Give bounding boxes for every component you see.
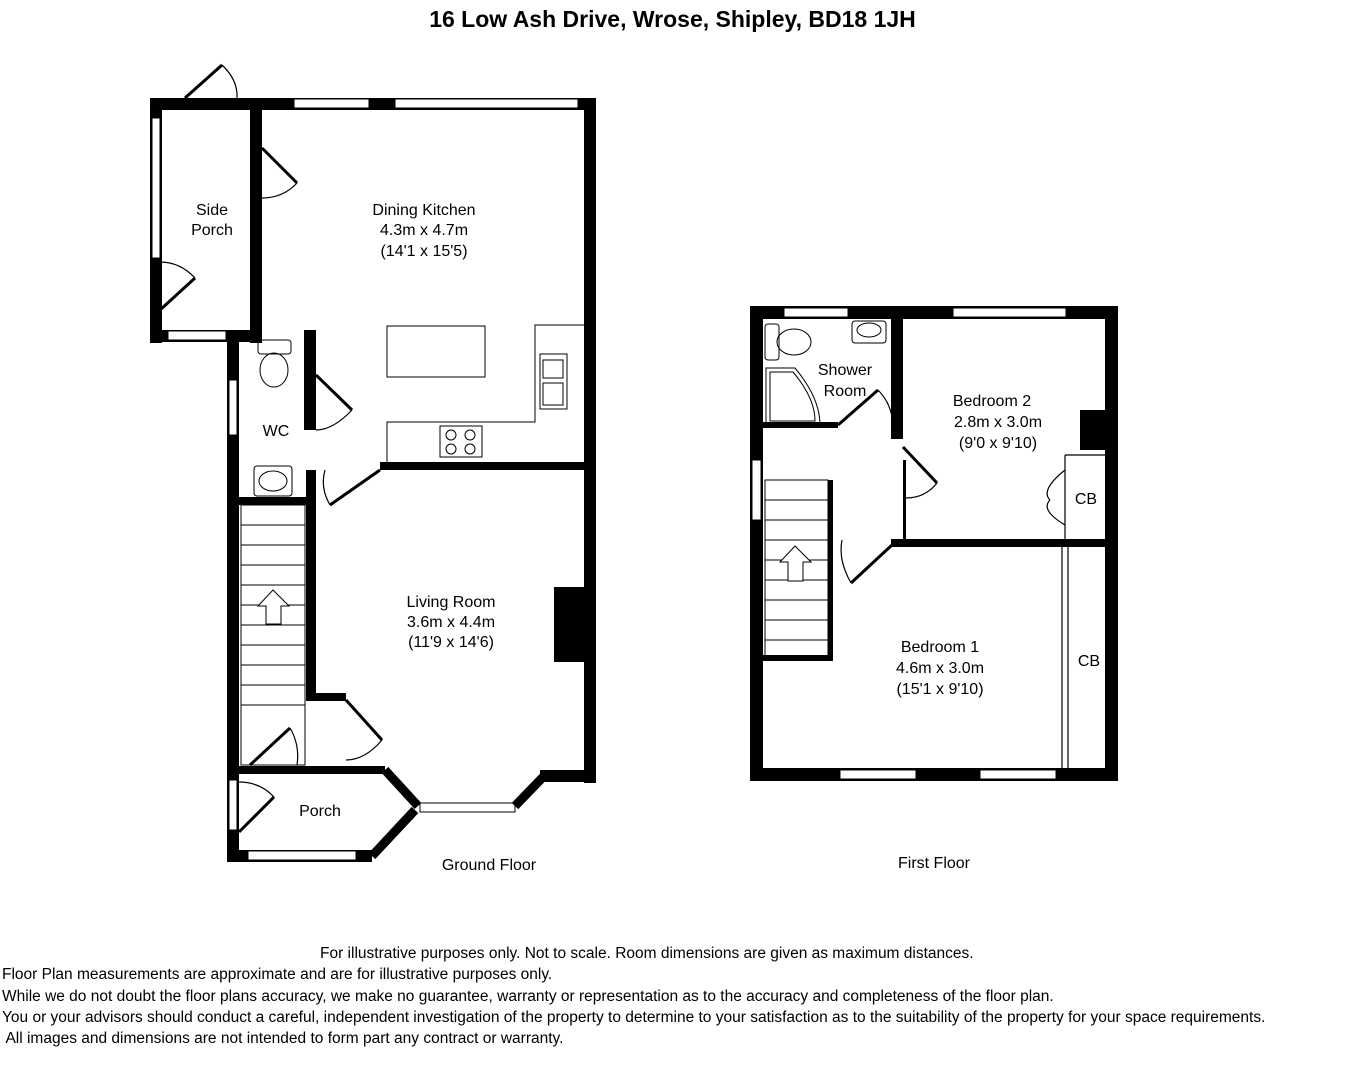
ground-floor-label: Ground Floor bbox=[441, 857, 537, 874]
shower-room-label: Shower bbox=[817, 362, 873, 379]
bedroom-2-metric: 2.8m x 3.0m bbox=[953, 414, 1043, 431]
bedroom-2-imperial: (9'0 x 9'10) bbox=[958, 435, 1038, 452]
wc-fittings bbox=[254, 340, 292, 496]
living-room-imperial: (11'9 x 14'6) bbox=[408, 634, 494, 651]
disclaimer-line-4: You or your advisors should conduct a careful, independent investigation of the property to determine to your satisfaction as to the suitability of the property for your space requirements. bbox=[2, 1009, 1266, 1026]
ground-stairs bbox=[241, 505, 305, 765]
bedroom-1-imperial: (15'1 x 9'10) bbox=[896, 681, 984, 698]
side-porch-label: Porch bbox=[191, 222, 233, 239]
first-stairs bbox=[765, 480, 828, 656]
page-title: 16 Low Ash Drive, Wrose, Shipley, BD18 1JH bbox=[429, 6, 916, 32]
ground-floor-plan bbox=[150, 65, 596, 862]
dining-kitchen-imperial: (14'1 x 15'5) bbox=[380, 243, 468, 260]
bedroom-1-name: Bedroom 1 bbox=[900, 639, 980, 656]
cupboard-label: CB bbox=[1074, 491, 1098, 508]
first-floor-plan bbox=[750, 306, 1118, 781]
stairs-up-arrow-icon bbox=[258, 590, 289, 624]
porch-label: Porch bbox=[299, 803, 341, 820]
shower-room-label: Room bbox=[823, 383, 867, 400]
living-room-name: Living Room bbox=[406, 594, 496, 611]
ground-floor-doors bbox=[160, 65, 382, 832]
bedroom-1-metric: 4.6m x 3.0m bbox=[895, 660, 985, 677]
toilet-icon bbox=[260, 353, 288, 387]
disclaimer-line-2: Floor Plan measurements are approximate and are for illustrative purposes only. bbox=[2, 966, 553, 983]
cupboard-label: CB bbox=[1077, 653, 1101, 670]
bay-walls bbox=[316, 465, 545, 856]
dining-kitchen-metric: 4.3m x 4.7m bbox=[379, 222, 469, 239]
dining-kitchen-name: Dining Kitchen bbox=[372, 202, 476, 219]
first-floor-label: First Floor bbox=[898, 855, 970, 872]
kitchen-island bbox=[387, 326, 485, 377]
disclaimer-line-3: While we do not doubt the floor plans accuracy, we make no guarantee, warranty or representation as to the accuracy and completeness of the floor plan. bbox=[2, 988, 1054, 1005]
shower-tray-icon bbox=[766, 368, 820, 425]
wc-label: WC bbox=[262, 423, 290, 440]
bedroom-2-name: Bedroom 2 bbox=[952, 393, 1032, 410]
stairs-up-arrow-icon bbox=[780, 546, 811, 581]
side-porch-label: Side bbox=[195, 202, 229, 219]
kitchen-fittings bbox=[387, 325, 584, 462]
first-floor-walls bbox=[750, 306, 1118, 781]
disclaimer-line-5: All images and dimensions are not intended to form part any contract or warranty. bbox=[2, 1030, 564, 1047]
living-room-metric: 3.6m x 4.4m bbox=[406, 614, 496, 631]
hob-icon bbox=[440, 426, 482, 457]
disclaimer-line-1: For illustrative purposes only. Not to scale. Room dimensions are given as maximum distances. bbox=[320, 945, 974, 962]
toilet-cistern bbox=[258, 340, 291, 354]
toilet-icon bbox=[777, 329, 811, 355]
